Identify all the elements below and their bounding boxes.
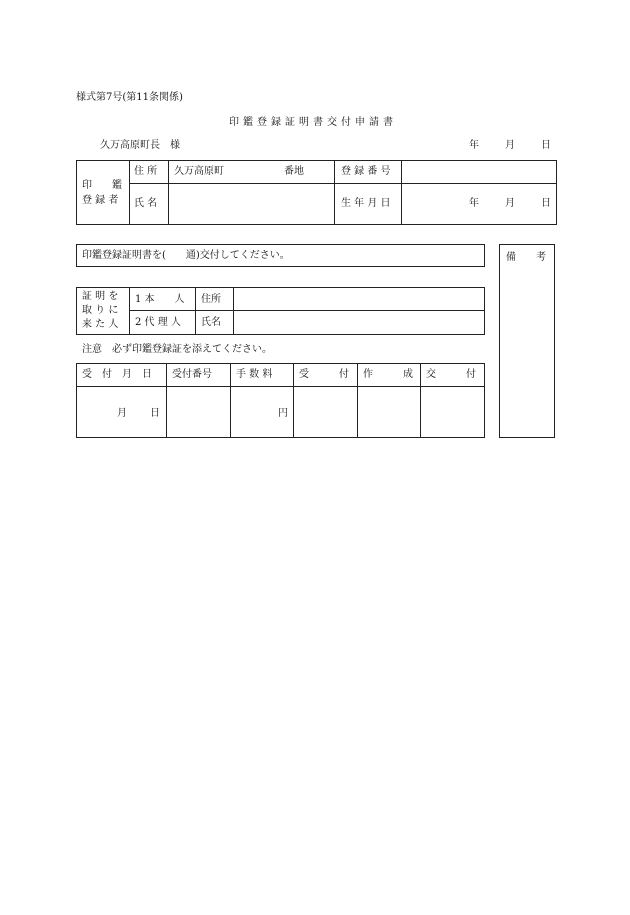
header-received: 受 付: [299, 369, 349, 380]
header-receipt-number: 受付番号: [172, 369, 212, 380]
header-issued: 交 付: [426, 369, 476, 380]
reg-number-field[interactable]: [403, 162, 555, 182]
copies-field[interactable]: [180, 247, 206, 265]
office-yen-label: 円: [278, 408, 288, 419]
remarks-label: 備 考: [506, 252, 546, 263]
name-field[interactable]: [170, 185, 333, 223]
date-month-label: 月: [505, 140, 515, 151]
address-town: 久万高原町: [174, 166, 224, 177]
header-prepared: 作 成: [363, 369, 413, 380]
collector-address-label: 住所: [201, 294, 221, 305]
collector-self-option[interactable]: 1 本 人: [135, 294, 185, 305]
form-number: 様式第7号(第11条関係): [76, 92, 183, 103]
dob-day-label: 日: [541, 198, 551, 209]
address-number-field[interactable]: [232, 162, 282, 182]
collector-name-label: 氏名: [201, 317, 221, 328]
name-label: 氏 名: [134, 198, 158, 209]
address-label: 住 所: [134, 166, 158, 177]
date-day-label: 日: [541, 140, 551, 151]
header-received-date: 受 付 月 日: [82, 369, 152, 380]
date-year-label: 年: [469, 140, 479, 151]
collector-label-2: 取 り に: [82, 305, 119, 316]
collector-label-1: 証 明 を: [82, 291, 119, 302]
reg-number-label: 登 録 番 号: [341, 166, 391, 177]
note-text: 注意 必ず印鑑登録証を添えてください。: [82, 344, 272, 355]
collector-agent-option[interactable]: 2 代 理 人: [135, 317, 181, 328]
collector-address-field[interactable]: [235, 289, 483, 309]
header-fee: 手 数 料: [236, 369, 273, 380]
dob-year-label: 年: [469, 198, 479, 209]
registrant-label-2: 登 録 者: [82, 195, 119, 206]
collector-label-3: 来 た 人: [82, 319, 119, 330]
request-text: 印鑑登録証明書を( 通)交付してください。: [82, 250, 290, 261]
collector-name-field[interactable]: [235, 312, 483, 333]
office-day-label: 日: [150, 408, 160, 419]
dob-label: 生 年 月 日: [341, 198, 391, 209]
addressee: 久万高原町長 様: [100, 140, 180, 151]
dob-month-label: 月: [505, 198, 515, 209]
registrant-label-1: 印 鑑: [82, 180, 122, 191]
remarks-field[interactable]: [501, 268, 553, 436]
office-month-label: 月: [117, 408, 127, 419]
address-banchi: 番地: [284, 166, 304, 177]
form-title: 印鑑登録証明書交付申請書: [229, 117, 397, 128]
